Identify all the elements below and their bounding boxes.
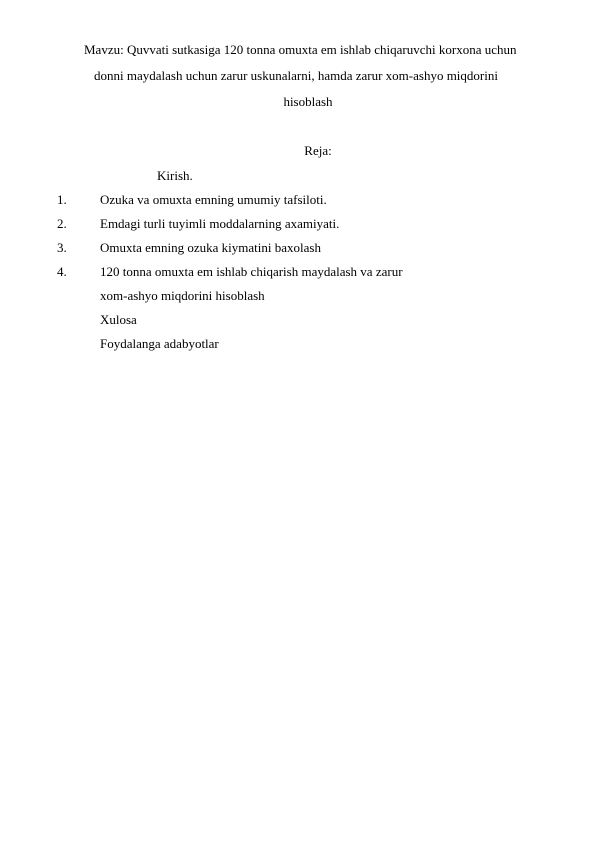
- plan-intro: Kirish.: [157, 168, 193, 183]
- plan-heading: Reja:: [304, 143, 332, 158]
- title-line-2: donni maydalash uchun zarur uskunalarni, hamda zarur xom-ashyo miqdorini: [94, 68, 498, 83]
- title-line-1: Mavzu: Quvvati sutkasiga 120 tonna omuxta em ishlab chiqaruvchi korxona uchun: [84, 42, 517, 57]
- plan-item: [57, 192, 327, 208]
- plan-item-number: 2.: [57, 216, 67, 231]
- plan-item-text: Omuxta emning ozuka kiymatini baxolash: [100, 240, 321, 255]
- plan-conclusion: Xulosa: [100, 312, 137, 327]
- plan-item-text: Emdagi turli tuyimli moddalarning axamiyati.: [100, 216, 340, 231]
- plan-item: [57, 240, 321, 256]
- plan-item: [57, 264, 403, 280]
- plan-item-number: 3.: [57, 240, 67, 255]
- plan-references: Foydalanga adabyotlar: [100, 336, 219, 351]
- plan-item-text: Ozuka va omuxta emning umumiy tafsiloti.: [100, 192, 327, 207]
- plan-item-text: 120 tonna omuxta em ishlab chiqarish maydalash va zarur: [100, 264, 403, 279]
- title-line-3: hisoblash: [283, 94, 333, 109]
- plan-item: [57, 216, 339, 232]
- plan-item-number: 4.: [57, 264, 67, 279]
- plan-item-continuation: xom-ashyo miqdorini hisoblash: [100, 288, 265, 303]
- plan-item-number: 1.: [57, 192, 67, 207]
